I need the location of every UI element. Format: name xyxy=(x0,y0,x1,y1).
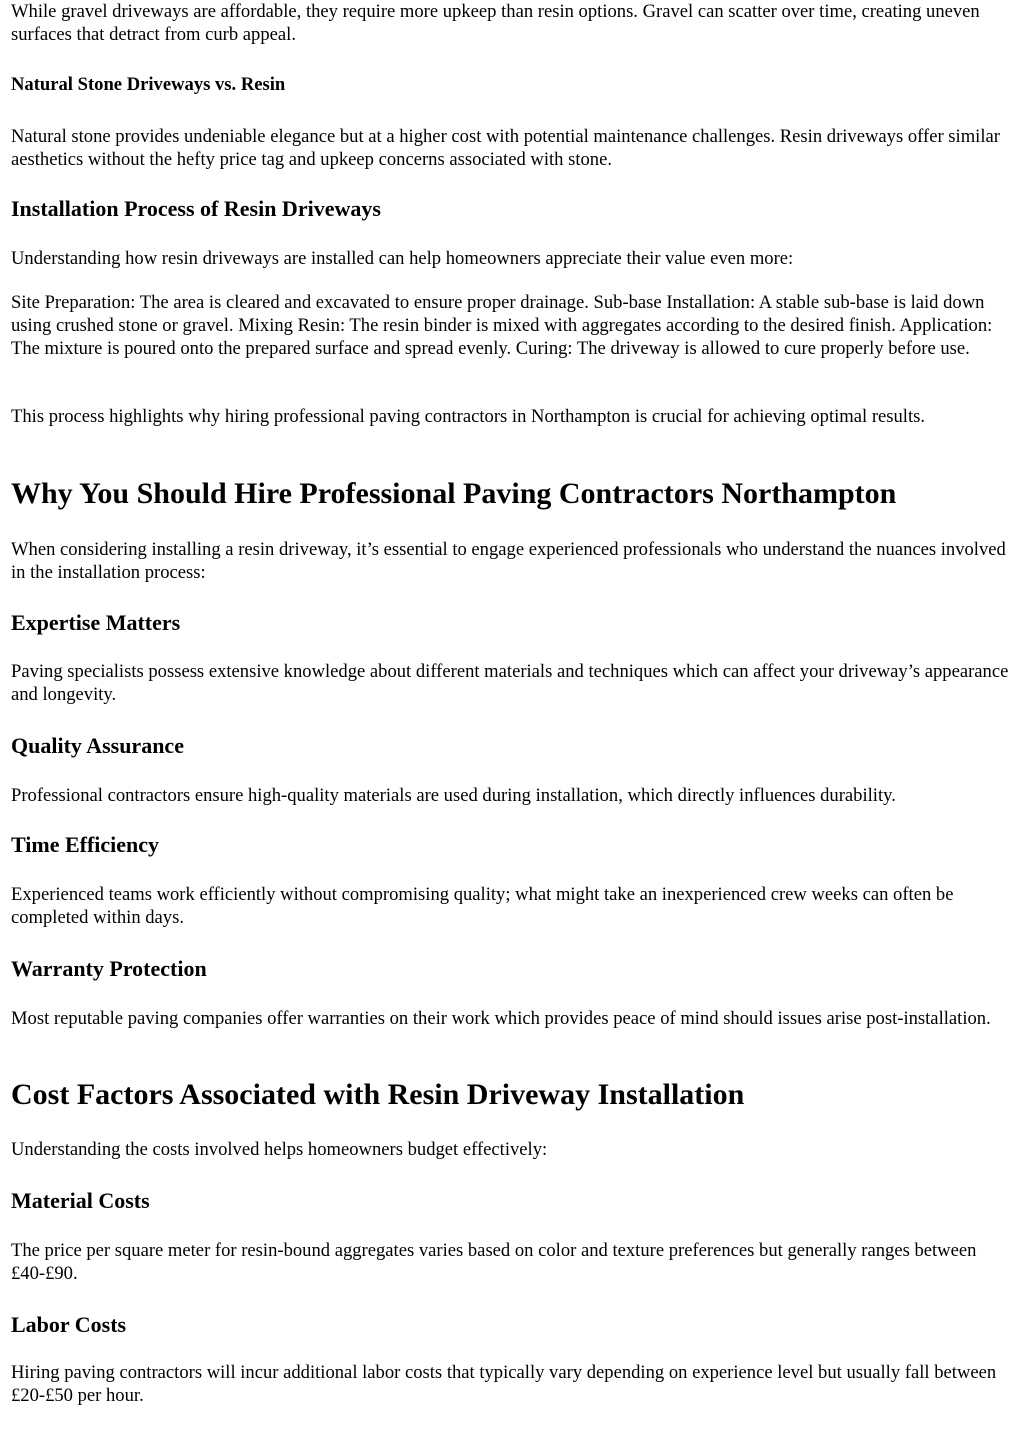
installation-summary-paragraph: This process highlights why hiring professional paving contractors in Northampton is crucial for achieving optimal results. xyxy=(11,406,926,427)
labor-costs-heading: Labor Costs xyxy=(11,1312,127,1337)
quality-heading: Quality Assurance xyxy=(11,733,184,758)
expertise-paragraph: Paving specialists possess extensive knowledge about different materials and techniques which can affect your driveway’s appearance and longevity. xyxy=(11,661,1009,705)
expertise-heading: Expertise Matters xyxy=(11,610,181,635)
installation-heading: Installation Process of Resin Driveways xyxy=(11,196,381,221)
installation-intro-paragraph: Understanding how resin driveways are installed can help homeowners appreciate their value even more: xyxy=(11,248,794,269)
why-hire-paragraph: When considering installing a resin driveway, it’s essential to engage experienced professionals who understand the nuances involved in the installation process: xyxy=(11,539,1006,583)
time-heading: Time Efficiency xyxy=(11,832,160,857)
labor-costs-paragraph: Hiring paving contractors will incur additional labor costs that typically vary depending on experience level but usually fall between £20-£50 per hour. xyxy=(11,1362,997,1406)
intro-paragraph: While gravel driveways are affordable, they require more upkeep than resin options. Gravel can scatter over time, creating uneven surfaces that detract from curb appeal. xyxy=(11,1,980,45)
cost-factors-heading: Cost Factors Associated with Resin Driveway Installation xyxy=(11,1078,745,1111)
time-paragraph: Experienced teams work efficiently without compromising quality; what might take an inexperienced crew weeks can often be completed within days. xyxy=(11,884,954,928)
material-costs-paragraph: The price per square meter for resin-bound aggregates varies based on color and texture preferences but generally ranges between £40-£90. xyxy=(11,1240,977,1284)
why-hire-heading: Why You Should Hire Professional Paving Contractors Northampton xyxy=(11,477,897,510)
quality-paragraph: Professional contractors ensure high-quality materials are used during installation, which directly influences durability. xyxy=(11,785,896,806)
material-costs-heading: Material Costs xyxy=(11,1188,150,1213)
cost-factors-paragraph: Understanding the costs involved helps homeowners budget effectively: xyxy=(11,1139,548,1160)
stone-vs-resin-heading: Natural Stone Driveways vs. Resin xyxy=(11,74,286,95)
warranty-paragraph: Most reputable paving companies offer warranties on their work which provides peace of mind should issues arise post-installation. xyxy=(11,1008,991,1029)
warranty-heading: Warranty Protection xyxy=(11,956,207,981)
installation-steps-paragraph: Site Preparation: The area is cleared and excavated to ensure proper drainage. Sub-base Installation: A stable sub-base is laid down using crushed stone or gravel. Mixing Resin: The resin binder is mixed with aggregates according to the desired finish. Application: The mixture is poured onto the prepared surface and spread evenly. Curing: The driveway is allowed to cure properly before use. xyxy=(11,292,993,359)
stone-vs-resin-paragraph: Natural stone provides undeniable elegance but at a higher cost with potential maintenance challenges. Resin driveways offer similar aesthetics without the hefty price tag and upkeep concerns associated with stone. xyxy=(11,126,1000,170)
